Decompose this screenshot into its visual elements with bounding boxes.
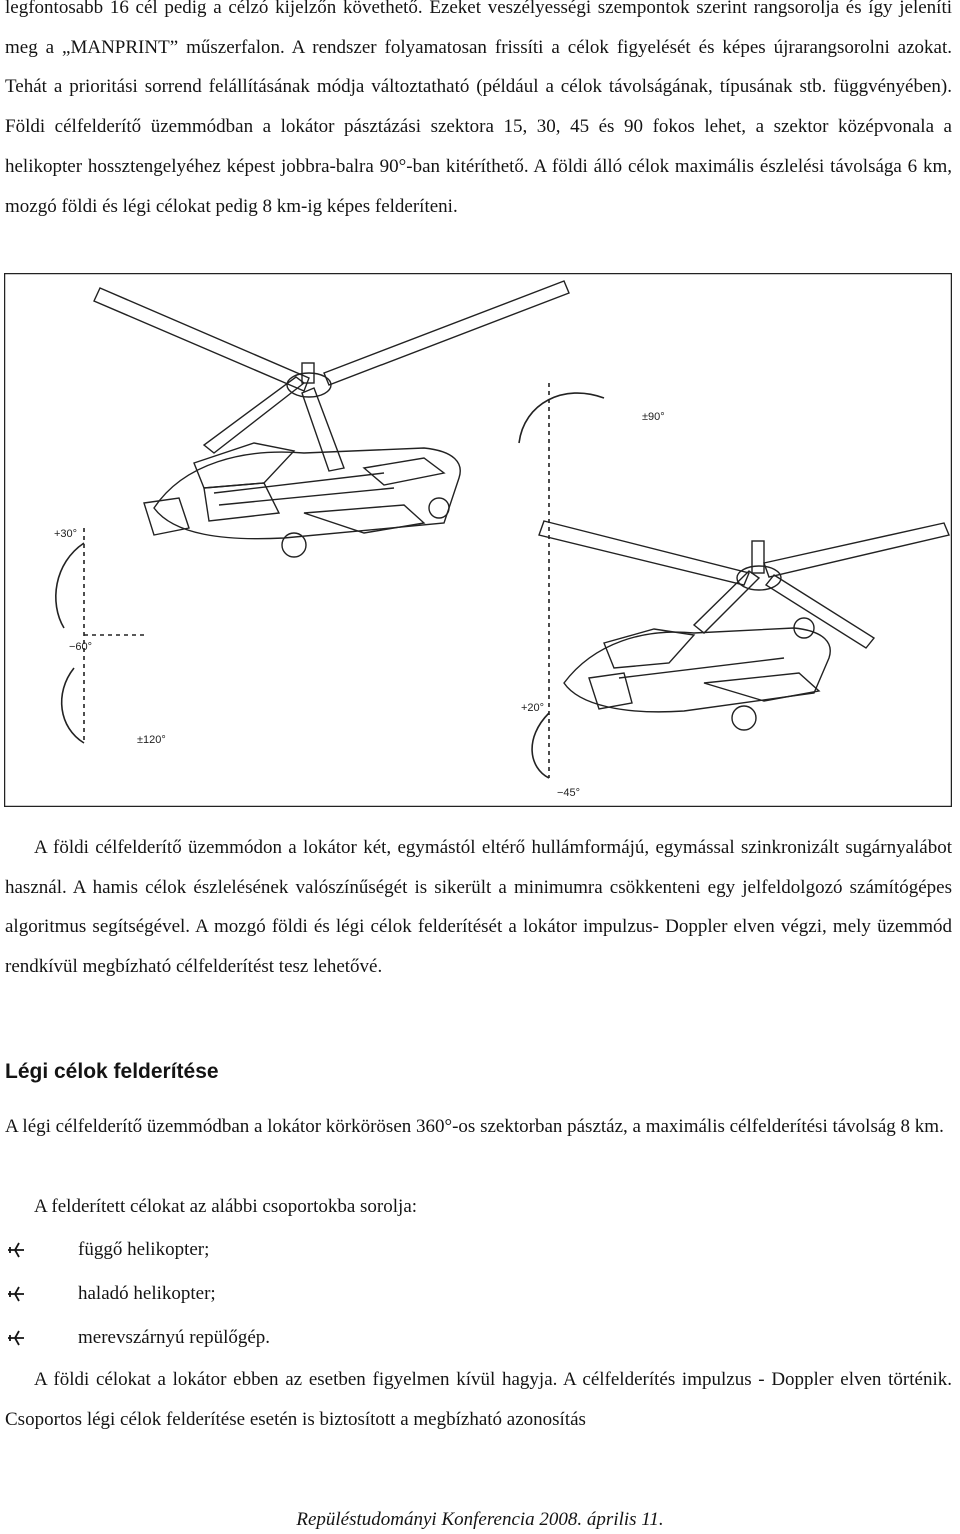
list-item-label: merevszárnyú repülőgép. bbox=[78, 1327, 271, 1348]
airplane-icon bbox=[5, 1239, 27, 1261]
section-heading: Légi célok felderítése bbox=[5, 1060, 219, 1083]
list-item-label: haladó helikopter; bbox=[78, 1283, 216, 1304]
paragraph-air-targets: A földi célokat a lokátor ebben az esetben figyelmen kívül hagyja. A célfelderítés impulzus - Doppler elven történik. Csoportos légi célok felderítése esetén is biztosított a megbízható azonosítás bbox=[5, 1369, 952, 1430]
angle-label-right-up: +20° bbox=[521, 702, 545, 714]
helicopter-radar-figure bbox=[4, 273, 952, 807]
paragraph-intro: legfontosabb 16 cél pedig a célzó kijelzőn követhető. Ezeket veszélyességi szempontok szerint rangsorolja és így jeleníti meg a „MANPRINT” műszerfalon. A rendszer folyamatosan frissíti a célok figyelését és képes újrarangsorolni azokat. Tehát a prioritási sorrend felállításának módja változtatható (például a célok távolságának, típusának stb. függvényében). Földi célfelderítő üzemmódban a lokátor pásztázási szektora 15, 30, 45 és 90 fokos lehet, a szektor középvonala a helikopter hossztengelyéhez képest jobbra-balra 90°-ban kitéríthető. A földi álló célok maximális észlelési távolsága 6 km, mozgó földi és légi célokat pedig 8 km-ig képes felderíteni. bbox=[5, 0, 952, 217]
page-footer: Repüléstudományi Konferencia 2008. április 11. bbox=[296, 1509, 664, 1530]
paragraph-list-intro: A felderített célokat az alábbi csoportokba sorolja: bbox=[34, 1196, 418, 1217]
angle-label-left-down: −60° bbox=[69, 641, 93, 653]
paragraph-air-mode: A légi célfelderítő üzemmódban a lokátor körkörösen 360°-os szektorban pásztáz, a maximális célfelderítési távolság 8 km. bbox=[5, 1116, 944, 1137]
airplane-icon bbox=[5, 1283, 27, 1305]
paragraph-ground-mode: A földi célfelderítő üzemmódon a lokátor két, egymástól eltérő hullámformájú, egymással szinkronizált sugárnyalábot használ. A hamis célok észlelésének valószínűségét is sikerült a minimumra csökkenteni egy jelfeldolgozó számítógépes algoritmus segítségével. A mozgó földi és légi célok felderítését a lokátor impulzus- Doppler elven végzi, mely üzemmód rendkívül megbízható célfelderítést tesz lehetővé. bbox=[5, 837, 952, 978]
list-item-label: függő helikopter; bbox=[78, 1239, 210, 1260]
angle-label-left-up: +30° bbox=[54, 528, 78, 540]
angle-label-right-side: ±90° bbox=[642, 411, 665, 423]
airplane-icon bbox=[5, 1327, 27, 1349]
angle-label-right-down: −45° bbox=[557, 787, 581, 799]
angle-label-left-side: ±120° bbox=[137, 734, 166, 746]
